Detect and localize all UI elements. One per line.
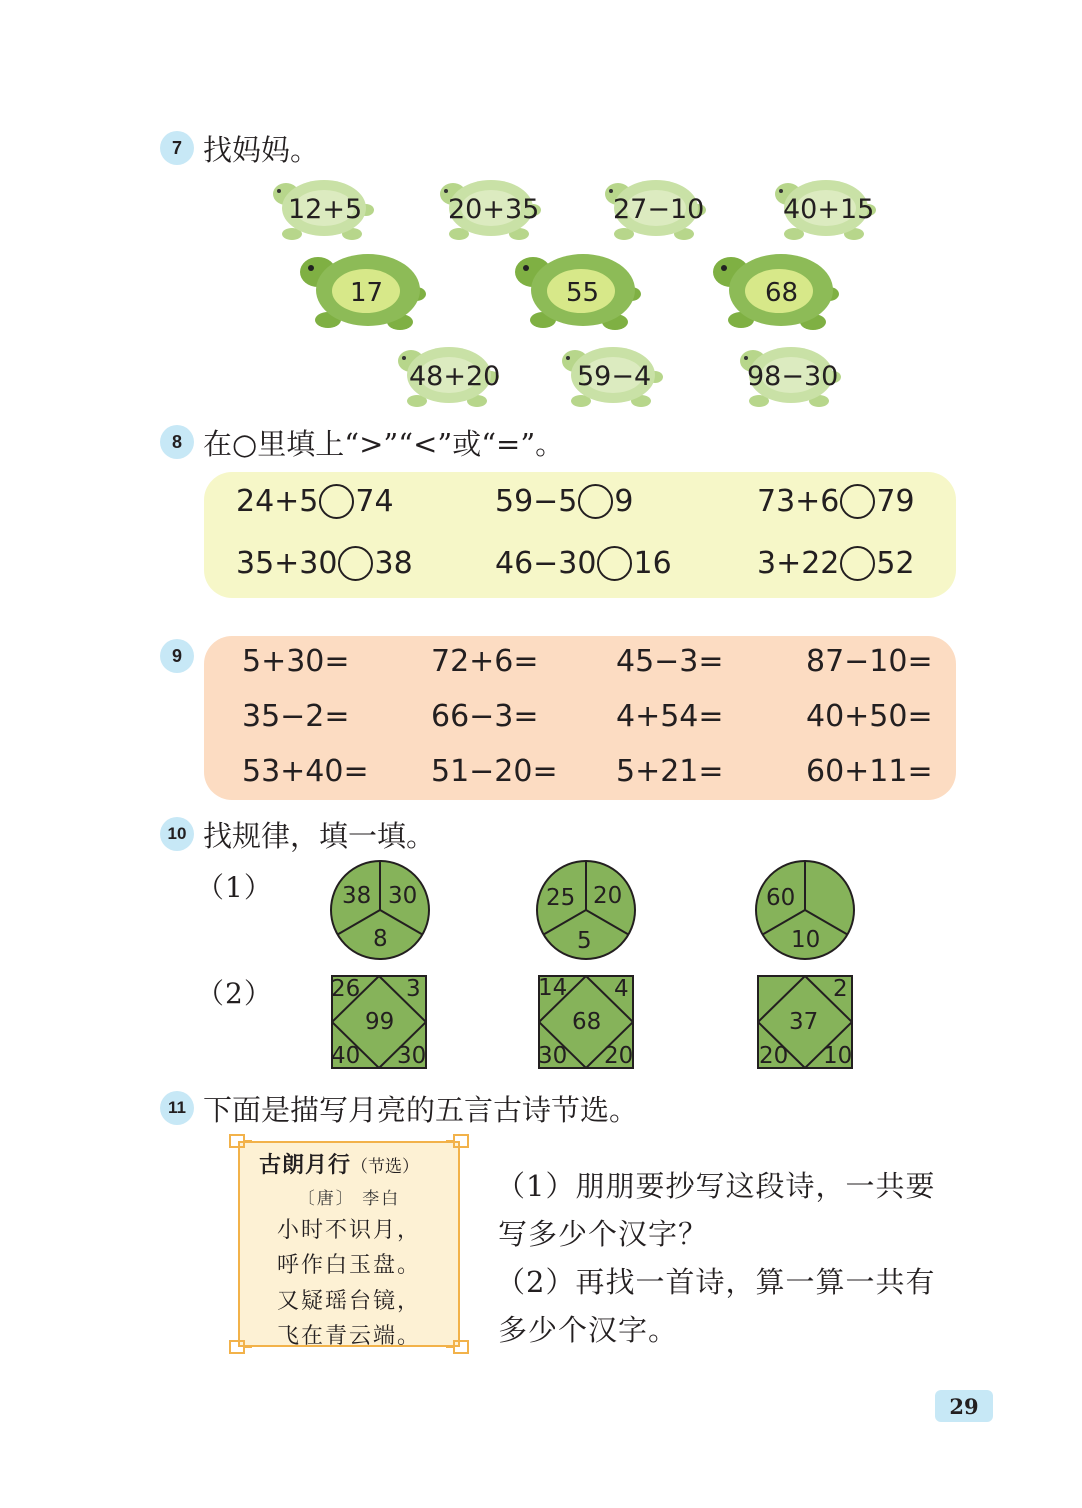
circle-bottom-number: 8 bbox=[373, 926, 388, 952]
calculation-item: 51−20= bbox=[431, 754, 558, 789]
circle-top-left-number: 38 bbox=[342, 883, 372, 909]
question-number-badge: 9 bbox=[160, 639, 194, 673]
calculation-item: 72+6= bbox=[431, 644, 539, 679]
turtle-expression: 98−30 bbox=[747, 361, 839, 392]
circle-top-left-number: 25 bbox=[546, 885, 576, 911]
calculation-item: 60+11= bbox=[806, 754, 933, 789]
poem-line: 飞在青云端。 bbox=[276, 1324, 421, 1349]
number-square bbox=[331, 975, 427, 1069]
answer-circle[interactable] bbox=[597, 546, 632, 581]
number-circle bbox=[329, 859, 431, 961]
comparison-left: 35+30 bbox=[236, 546, 338, 581]
turtle-number: 17 bbox=[350, 278, 384, 308]
turtle-expression: 20+35 bbox=[448, 194, 540, 225]
poem-title-line bbox=[218, 1148, 460, 1179]
question-text-line: （1）朋朋要抄写这段诗，一共要 bbox=[496, 1169, 936, 1203]
comparison-item bbox=[495, 484, 634, 519]
poem-excerpt-note: （节选） bbox=[351, 1157, 419, 1177]
square-center-number: 99 bbox=[365, 1009, 395, 1035]
calculation-item: 87−10= bbox=[806, 644, 933, 679]
comparison-left: 73+6 bbox=[757, 484, 840, 519]
big-turtle bbox=[709, 250, 839, 334]
question-title: 找规律，填一填。 bbox=[203, 819, 436, 853]
turtle-expression: 12+5 bbox=[288, 194, 363, 225]
answer-circle[interactable] bbox=[338, 546, 373, 581]
question-number-badge: 7 bbox=[160, 131, 194, 165]
square-center-number: 68 bbox=[572, 1009, 602, 1035]
square-top-right-number: 4 bbox=[614, 976, 629, 1002]
square-bottom-right-number: 10 bbox=[823, 1043, 853, 1069]
calculation-item: 35−2= bbox=[242, 699, 350, 734]
comparison-right: 9 bbox=[614, 484, 634, 519]
calculation-item: 66−3= bbox=[431, 699, 539, 734]
comparison-right: 79 bbox=[876, 484, 915, 519]
page-number: 29 bbox=[935, 1390, 993, 1422]
question-number-badge: 11 bbox=[160, 1091, 194, 1125]
calculation-item: 53+40= bbox=[242, 754, 369, 789]
comparison-item bbox=[236, 484, 394, 519]
comparison-item bbox=[757, 484, 915, 519]
question-title: 在○里填上“>”“<”或“=”。 bbox=[203, 427, 565, 461]
comparison-item bbox=[757, 546, 915, 581]
circle-top-left-number: 60 bbox=[766, 885, 796, 911]
question-title: 下面是描写月亮的五言古诗节选。 bbox=[203, 1093, 639, 1127]
small-turtle bbox=[266, 176, 376, 244]
turtle-expression: 48+20 bbox=[409, 361, 501, 392]
square-top-right-number: 3 bbox=[406, 976, 421, 1002]
answer-circle[interactable] bbox=[840, 484, 875, 519]
square-bottom-left-number: 40 bbox=[331, 1043, 361, 1069]
answer-circle[interactable] bbox=[319, 484, 354, 519]
square-top-right-number: 2 bbox=[833, 976, 848, 1002]
square-bottom-left-number: 30 bbox=[538, 1043, 568, 1069]
calculation-item: 45−3= bbox=[616, 644, 724, 679]
part-label: （2） bbox=[196, 977, 273, 1010]
comparison-left: 3+22 bbox=[757, 546, 840, 581]
circle-bottom-number: 5 bbox=[577, 928, 592, 954]
number-circle bbox=[754, 859, 856, 961]
circle-top-right-number: 20 bbox=[593, 883, 623, 909]
question-text-line: （2）再找一首诗，算一算一共有 bbox=[496, 1265, 936, 1299]
comparison-left: 59−5 bbox=[495, 484, 578, 519]
number-square bbox=[757, 975, 853, 1069]
part-label: （1） bbox=[196, 871, 273, 904]
circle-bottom-number: 10 bbox=[791, 927, 821, 953]
poem-line: 又疑瑶台镜， bbox=[276, 1289, 421, 1314]
small-turtle bbox=[433, 176, 543, 244]
comparison-left: 24+5 bbox=[236, 484, 319, 519]
square-top-left-number: 26 bbox=[331, 976, 361, 1002]
calculation-item: 5+21= bbox=[616, 754, 724, 789]
question-text-line: 多少个汉字。 bbox=[498, 1313, 679, 1347]
square-bottom-right-number: 30 bbox=[397, 1043, 427, 1069]
turtle-number: 68 bbox=[765, 278, 799, 308]
square-bottom-left-number: 20 bbox=[759, 1043, 789, 1069]
question-number-badge: 8 bbox=[160, 425, 194, 459]
small-turtle bbox=[733, 343, 843, 411]
small-turtle bbox=[391, 343, 501, 411]
comparison-right: 38 bbox=[374, 546, 413, 581]
square-top-left-number: 14 bbox=[538, 975, 568, 1001]
comparison-right: 52 bbox=[876, 546, 915, 581]
small-turtle bbox=[768, 176, 878, 244]
big-turtle bbox=[511, 250, 641, 334]
question-title: 找妈妈。 bbox=[203, 133, 320, 167]
small-turtle bbox=[598, 176, 708, 244]
number-square bbox=[538, 975, 634, 1069]
comparison-right: 16 bbox=[633, 546, 672, 581]
answer-circle[interactable] bbox=[840, 546, 875, 581]
square-center-number: 37 bbox=[789, 1009, 819, 1035]
poem-author: 〔唐〕 李白 bbox=[297, 1189, 401, 1209]
question-number-badge: 10 bbox=[160, 817, 194, 851]
poem-card bbox=[228, 1133, 470, 1355]
big-turtle bbox=[296, 250, 426, 334]
answer-circle[interactable] bbox=[578, 484, 613, 519]
comparison-item bbox=[495, 546, 672, 581]
turtle-number: 55 bbox=[566, 278, 600, 308]
calculation-item: 5+30= bbox=[242, 644, 350, 679]
comparison-left: 46−30 bbox=[495, 546, 597, 581]
calculation-item: 40+50= bbox=[806, 699, 933, 734]
comparison-item bbox=[236, 546, 413, 581]
poem-line: 呼作白玉盘。 bbox=[276, 1253, 421, 1278]
turtle-expression: 27−10 bbox=[613, 194, 705, 225]
comparison-right: 74 bbox=[355, 484, 394, 519]
square-bottom-right-number: 20 bbox=[604, 1043, 634, 1069]
small-turtle bbox=[555, 343, 665, 411]
turtle-expression: 40+15 bbox=[783, 194, 875, 225]
number-circle bbox=[535, 859, 637, 961]
poem-line: 小时不识月， bbox=[276, 1218, 421, 1243]
circle-top-right-number: 30 bbox=[388, 883, 418, 909]
calculation-item: 4+54= bbox=[616, 699, 724, 734]
question-text-line: 写多少个汉字？ bbox=[498, 1217, 709, 1251]
poem-title: 古朗月行 bbox=[258, 1153, 351, 1178]
turtle-expression: 59−4 bbox=[577, 361, 652, 392]
